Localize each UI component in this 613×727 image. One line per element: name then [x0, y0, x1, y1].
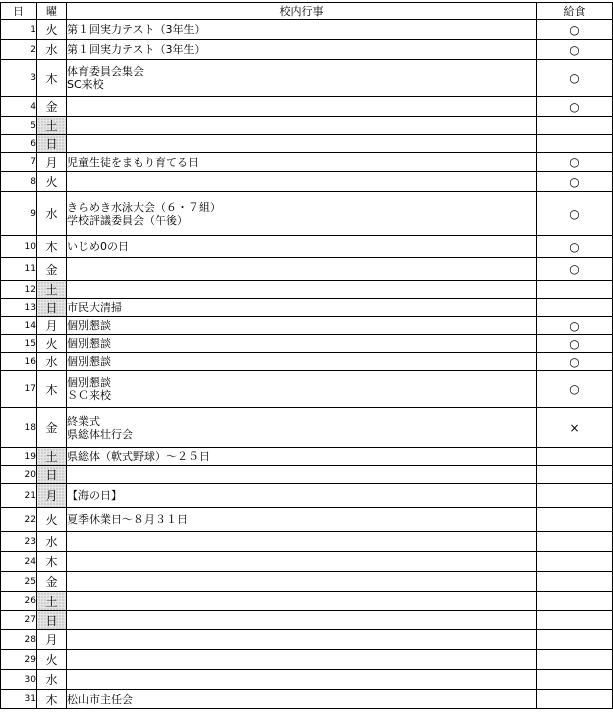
lunch-cell: ○ — [537, 317, 613, 335]
table-row — [1, 690, 613, 709]
lunch-cell — [537, 484, 613, 508]
table-row — [1, 508, 613, 532]
day-cell: 23 — [1, 532, 37, 552]
events-cell — [67, 448, 537, 466]
weekday-cell: 日 — [37, 299, 67, 317]
table-row — [1, 408, 613, 448]
table-row — [1, 236, 613, 258]
weekday-cell: 火 — [37, 650, 67, 670]
day-cell: 2 — [1, 40, 37, 60]
weekday-cell: 木 — [37, 690, 67, 709]
events-cell — [67, 172, 537, 192]
lunch-cell — [537, 466, 613, 484]
lunch-cell — [537, 592, 613, 611]
weekday-cell: 水 — [37, 353, 67, 371]
weekday-cell: 土 — [37, 448, 67, 466]
lunch-cell — [537, 650, 613, 670]
events-cell — [67, 281, 537, 299]
table-row — [1, 670, 613, 690]
table-row — [1, 172, 613, 192]
weekday-cell: 土 — [37, 592, 67, 611]
table-row — [1, 117, 613, 135]
weekday-cell: 火 — [37, 172, 67, 192]
events-cell — [67, 650, 537, 670]
events-cell — [67, 153, 537, 172]
events-cell — [67, 192, 537, 236]
lunch-cell — [537, 135, 613, 153]
event-text: 第１回実力テスト（3年生） — [67, 43, 206, 56]
events-cell — [67, 630, 537, 650]
events-cell — [67, 592, 537, 611]
event-text: 終業式 — [67, 414, 100, 428]
events-cell — [67, 484, 537, 508]
lunch-cell: ○ — [537, 60, 613, 97]
day-cell: 6 — [1, 135, 37, 153]
table-row — [1, 60, 613, 97]
weekday-cell: 火 — [37, 335, 67, 353]
event-text: SC来校 — [67, 78, 104, 91]
day-cell: 30 — [1, 670, 37, 690]
weekday-cell: 日 — [37, 135, 67, 153]
weekday-cell: 木 — [37, 552, 67, 572]
events-cell — [67, 353, 537, 371]
lunch-cell — [537, 690, 613, 709]
event-text: 個別懇談 — [67, 376, 111, 389]
day-cell: 17 — [1, 371, 37, 408]
event-text: 体育委員会集会 — [67, 65, 144, 78]
day-cell: 13 — [1, 299, 37, 317]
lunch-cell: ○ — [537, 258, 613, 281]
weekday-cell: 月 — [37, 630, 67, 650]
events-cell — [67, 299, 537, 317]
day-cell: 8 — [1, 172, 37, 192]
weekday-cell: 水 — [37, 532, 67, 552]
table-row — [1, 281, 613, 299]
lunch-cell: × — [537, 408, 613, 448]
day-cell: 19 — [1, 448, 37, 466]
weekday-cell: 月 — [37, 317, 67, 335]
day-cell: 20 — [1, 466, 37, 484]
table-row — [1, 40, 613, 60]
events-cell — [67, 97, 537, 117]
weekday-cell: 金 — [37, 408, 67, 448]
events-cell — [67, 532, 537, 552]
lunch-cell: ○ — [537, 40, 613, 60]
weekday-cell: 月 — [37, 484, 67, 508]
event-text: いじめ0の日 — [67, 240, 129, 253]
table-row — [1, 353, 613, 371]
weekday-cell: 月 — [37, 153, 67, 172]
lunch-cell: ○ — [537, 371, 613, 408]
table-row — [1, 371, 613, 408]
table-row — [1, 448, 613, 466]
event-text: 個別懇談 — [67, 355, 111, 368]
weekday-cell: 金 — [37, 258, 67, 281]
day-cell: 7 — [1, 153, 37, 172]
event-text: 県総体（軟式野球）～２５日 — [67, 450, 210, 463]
weekday-cell: 木 — [37, 236, 67, 258]
lunch-cell: ○ — [537, 236, 613, 258]
lunch-cell: ○ — [537, 335, 613, 353]
lunch-cell: ○ — [537, 192, 613, 236]
event-text: 【海の日】 — [67, 489, 122, 502]
lunch-cell — [537, 508, 613, 532]
table-row — [1, 258, 613, 281]
day-cell: 26 — [1, 592, 37, 611]
header-row — [1, 3, 613, 20]
events-cell — [67, 135, 537, 153]
lunch-cell — [537, 299, 613, 317]
lunch-cell — [537, 670, 613, 690]
events-cell — [67, 317, 537, 335]
weekday-cell: 水 — [37, 192, 67, 236]
lunch-cell — [537, 117, 613, 135]
day-cell: 10 — [1, 236, 37, 258]
lunch-cell: ○ — [537, 20, 613, 40]
events-cell — [67, 20, 537, 40]
weekday-cell: 土 — [37, 281, 67, 299]
events-cell — [67, 60, 537, 97]
event-text: 第１回実力テスト（3年生） — [67, 23, 206, 36]
weekday-cell: 水 — [37, 40, 67, 60]
lunch-cell — [537, 611, 613, 630]
table-row — [1, 592, 613, 611]
lunch-cell: ○ — [537, 172, 613, 192]
weekday-cell: 土 — [37, 117, 67, 135]
lunch-cell: ○ — [537, 353, 613, 371]
table-row — [1, 650, 613, 670]
header-events: 校内行事 — [67, 3, 537, 20]
day-cell: 18 — [1, 408, 37, 448]
lunch-cell: ○ — [537, 153, 613, 172]
events-cell — [67, 371, 537, 408]
table-row — [1, 317, 613, 335]
events-cell — [67, 670, 537, 690]
events-cell — [67, 258, 537, 281]
weekday-cell: 日 — [37, 466, 67, 484]
table-row — [1, 97, 613, 117]
table-body — [1, 20, 613, 709]
day-cell: 4 — [1, 97, 37, 117]
event-text: 松山市主任会 — [67, 692, 133, 706]
events-cell — [67, 40, 537, 60]
table-row — [1, 552, 613, 572]
table-row — [1, 484, 613, 508]
day-cell: 27 — [1, 611, 37, 630]
event-text: 市民大清掃 — [67, 301, 122, 314]
events-cell — [67, 611, 537, 630]
event-text: 個別懇談 — [67, 337, 111, 350]
day-cell: 5 — [1, 117, 37, 135]
school-events-table — [0, 2, 613, 709]
weekday-cell: 日 — [37, 611, 67, 630]
day-cell: 28 — [1, 630, 37, 650]
events-cell — [67, 572, 537, 592]
weekday-cell: 金 — [37, 97, 67, 117]
table-row — [1, 611, 613, 630]
events-cell — [67, 508, 537, 532]
event-text: 夏季休業日～８月３１日 — [67, 513, 188, 526]
day-cell: 21 — [1, 484, 37, 508]
event-text: 県総体壮行会 — [67, 427, 133, 441]
day-cell: 15 — [1, 335, 37, 353]
day-cell: 25 — [1, 572, 37, 592]
day-cell: 24 — [1, 552, 37, 572]
day-cell: 29 — [1, 650, 37, 670]
day-cell: 14 — [1, 317, 37, 335]
events-cell — [67, 552, 537, 572]
table-row — [1, 192, 613, 236]
table-row — [1, 466, 613, 484]
lunch-cell — [537, 630, 613, 650]
event-text: ＳＣ来校 — [67, 389, 111, 402]
lunch-cell — [537, 572, 613, 592]
day-cell: 22 — [1, 508, 37, 532]
weekday-cell: 木 — [37, 371, 67, 408]
lunch-cell — [537, 281, 613, 299]
table-row — [1, 335, 613, 353]
event-text: きらめき水泳大会（６・７組） — [67, 200, 221, 214]
lunch-cell: ○ — [537, 97, 613, 117]
header-weekday: 曜 — [37, 3, 67, 20]
table-row — [1, 572, 613, 592]
weekday-cell: 火 — [37, 20, 67, 40]
day-cell: 31 — [1, 690, 37, 709]
header-day: 日 — [1, 3, 37, 20]
day-cell: 9 — [1, 192, 37, 236]
event-text: 個別懇談 — [67, 319, 111, 332]
day-cell: 11 — [1, 258, 37, 281]
events-cell — [67, 236, 537, 258]
event-text: 学校評議委員会（午後） — [67, 213, 188, 227]
table-row — [1, 630, 613, 650]
table-row — [1, 532, 613, 552]
day-cell: 3 — [1, 60, 37, 97]
events-cell — [67, 690, 537, 709]
weekday-cell: 木 — [37, 60, 67, 97]
events-cell — [67, 408, 537, 448]
lunch-cell — [537, 552, 613, 572]
event-text: 児童生徒をまもり育てる日 — [67, 155, 199, 169]
table-row — [1, 135, 613, 153]
events-cell — [67, 117, 537, 135]
day-cell: 16 — [1, 353, 37, 371]
day-cell: 1 — [1, 20, 37, 40]
weekday-cell: 金 — [37, 572, 67, 592]
events-cell — [67, 335, 537, 353]
header-lunch: 給食 — [537, 3, 613, 20]
weekday-cell: 水 — [37, 670, 67, 690]
table-row — [1, 20, 613, 40]
events-cell — [67, 466, 537, 484]
lunch-cell — [537, 448, 613, 466]
table-row — [1, 153, 613, 172]
table-row — [1, 299, 613, 317]
day-cell: 12 — [1, 281, 37, 299]
weekday-cell: 火 — [37, 508, 67, 532]
lunch-cell — [537, 532, 613, 552]
